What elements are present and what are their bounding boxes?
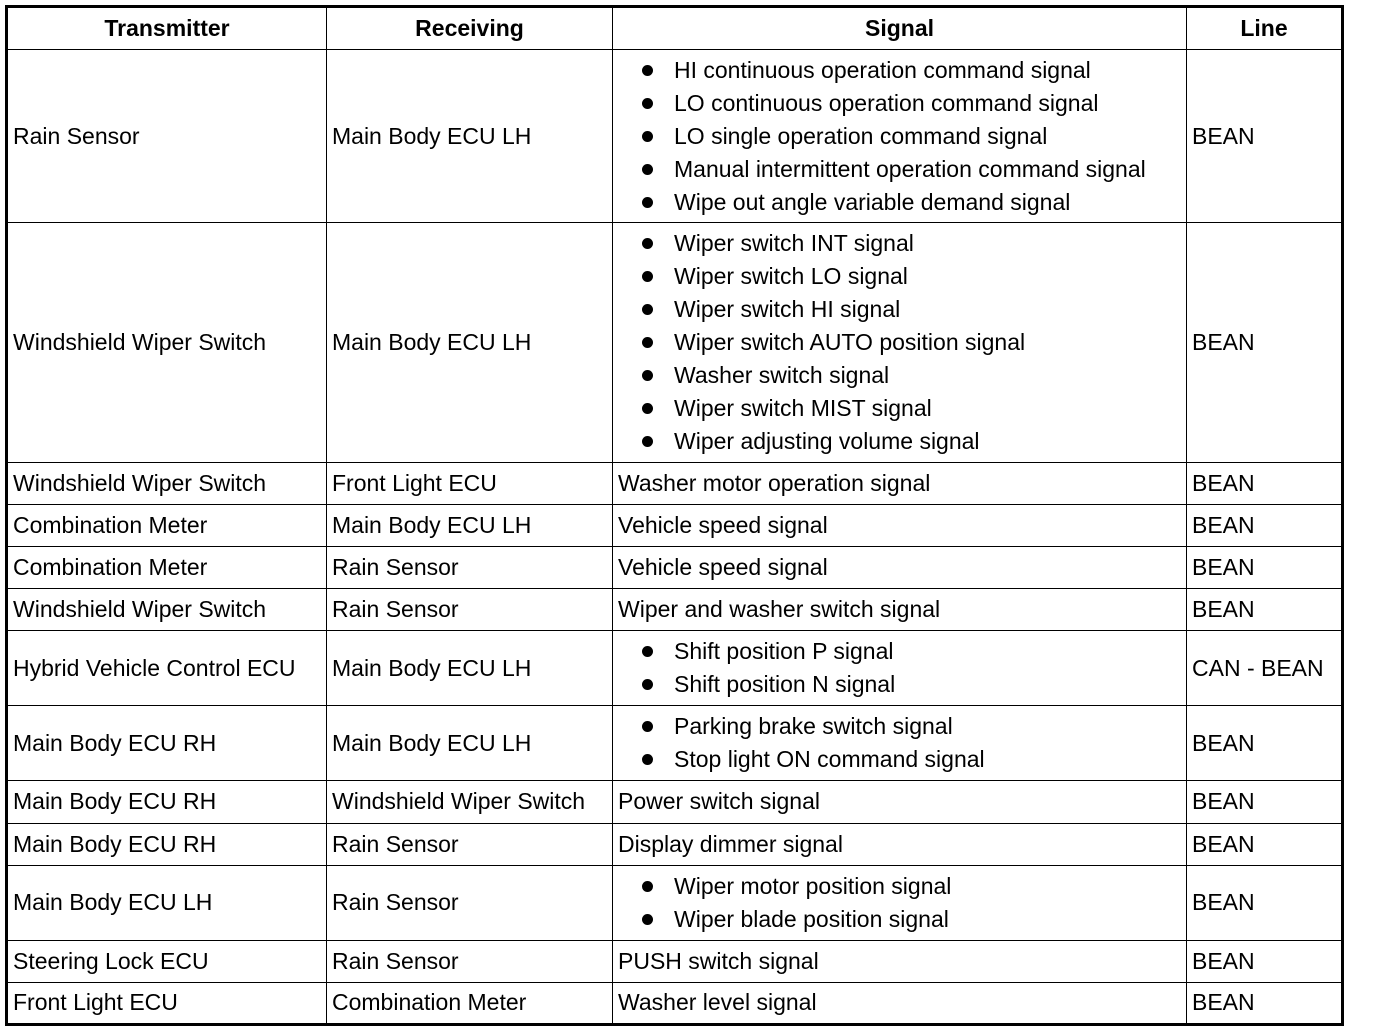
signal-list-item: Shift position P signal (638, 635, 1186, 668)
line-cell: BEAN (1187, 50, 1343, 223)
table-row (7, 865, 1343, 940)
receiving-cell: Main Body ECU LH (327, 631, 613, 706)
receiving-cell: Rain Sensor (327, 823, 613, 865)
receiving-cell: Rain Sensor (327, 546, 613, 588)
signal-list-item: Wiper switch INT signal (638, 227, 1186, 260)
line-cell: BEAN (1187, 223, 1343, 462)
signal-list-item: Manual intermittent operation command signal (638, 153, 1186, 186)
receiving-cell: Main Body ECU LH (327, 504, 613, 546)
receiving-cell: Rain Sensor (327, 589, 613, 631)
transmitter-cell: Main Body ECU RH (7, 706, 327, 781)
transmitter-cell: Windshield Wiper Switch (7, 589, 327, 631)
header-line: Line (1187, 7, 1343, 50)
line-cell: BEAN (1187, 823, 1343, 865)
receiving-cell: Main Body ECU LH (327, 50, 613, 223)
signal-list (618, 870, 1186, 936)
line-cell: BEAN (1187, 546, 1343, 588)
signal-list-item: HI continuous operation command signal (638, 54, 1186, 87)
signal-cell (613, 631, 1187, 706)
signal-list-item: Wiper switch LO signal (638, 260, 1186, 293)
receiving-cell: Windshield Wiper Switch (327, 781, 613, 823)
transmitter-cell: Windshield Wiper Switch (7, 462, 327, 504)
signal-cell: Washer level signal (613, 982, 1187, 1024)
signal-cell: Display dimmer signal (613, 823, 1187, 865)
table-row (7, 706, 1343, 781)
line-cell: BEAN (1187, 589, 1343, 631)
table-row (7, 940, 1343, 982)
transmitter-cell: Main Body ECU LH (7, 865, 327, 940)
table-row (7, 462, 1343, 504)
transmitter-cell: Combination Meter (7, 504, 327, 546)
receiving-cell: Front Light ECU (327, 462, 613, 504)
signal-cell: Power switch signal (613, 781, 1187, 823)
transmitter-cell: Main Body ECU RH (7, 781, 327, 823)
signal-list-item: LO continuous operation command signal (638, 87, 1186, 120)
transmitter-cell: Rain Sensor (7, 50, 327, 223)
signal-list (618, 710, 1186, 776)
signal-list-item: Parking brake switch signal (638, 710, 1186, 743)
transmitter-cell: Combination Meter (7, 546, 327, 588)
signal-list-item: Wipe out angle variable demand signal (638, 186, 1186, 219)
signal-list-item: Wiper switch AUTO position signal (638, 326, 1186, 359)
line-cell: BEAN (1187, 781, 1343, 823)
table-row (7, 781, 1343, 823)
receiving-cell: Main Body ECU LH (327, 706, 613, 781)
header-receiving: Receiving (327, 7, 613, 50)
signal-list-item: Wiper adjusting volume signal (638, 425, 1186, 458)
transmitter-cell: Front Light ECU (7, 982, 327, 1024)
signal-table (5, 5, 1344, 1026)
table-row (7, 50, 1343, 223)
header-signal: Signal (613, 7, 1187, 50)
signal-list (618, 635, 1186, 701)
signal-cell (613, 50, 1187, 223)
line-cell: BEAN (1187, 462, 1343, 504)
transmitter-cell: Windshield Wiper Switch (7, 223, 327, 462)
signal-list-item: Shift position N signal (638, 668, 1186, 701)
table-row (7, 631, 1343, 706)
transmitter-cell: Main Body ECU RH (7, 823, 327, 865)
table-row (7, 982, 1343, 1024)
signal-cell (613, 223, 1187, 462)
signal-cell (613, 865, 1187, 940)
table-row (7, 546, 1343, 588)
header-transmitter: Transmitter (7, 7, 327, 50)
signal-cell: Wiper and washer switch signal (613, 589, 1187, 631)
signal-cell: Vehicle speed signal (613, 504, 1187, 546)
signal-list-item: Wiper motor position signal (638, 870, 1186, 903)
receiving-cell: Main Body ECU LH (327, 223, 613, 462)
signal-cell (613, 706, 1187, 781)
table-row (7, 589, 1343, 631)
signal-list (618, 227, 1186, 458)
line-cell: BEAN (1187, 982, 1343, 1024)
signal-list-item: Wiper switch HI signal (638, 293, 1186, 326)
signal-cell: Washer motor operation signal (613, 462, 1187, 504)
signal-cell: PUSH switch signal (613, 940, 1187, 982)
signal-list-item: Wiper blade position signal (638, 903, 1186, 936)
line-cell: BEAN (1187, 940, 1343, 982)
signal-list-item: Stop light ON command signal (638, 743, 1186, 776)
transmitter-cell: Hybrid Vehicle Control ECU (7, 631, 327, 706)
transmitter-cell: Steering Lock ECU (7, 940, 327, 982)
signal-cell: Vehicle speed signal (613, 546, 1187, 588)
receiving-cell: Combination Meter (327, 982, 613, 1024)
table-row (7, 823, 1343, 865)
line-cell: BEAN (1187, 865, 1343, 940)
receiving-cell: Rain Sensor (327, 940, 613, 982)
line-cell: BEAN (1187, 706, 1343, 781)
line-cell: BEAN (1187, 504, 1343, 546)
header-row (7, 7, 1343, 50)
table-row (7, 223, 1343, 462)
table-row (7, 504, 1343, 546)
signal-list (618, 54, 1186, 219)
receiving-cell: Rain Sensor (327, 865, 613, 940)
line-cell: CAN - BEAN (1187, 631, 1343, 706)
signal-list-item: Wiper switch MIST signal (638, 392, 1186, 425)
signal-list-item: Washer switch signal (638, 359, 1186, 392)
signal-list-item: LO single operation command signal (638, 120, 1186, 153)
